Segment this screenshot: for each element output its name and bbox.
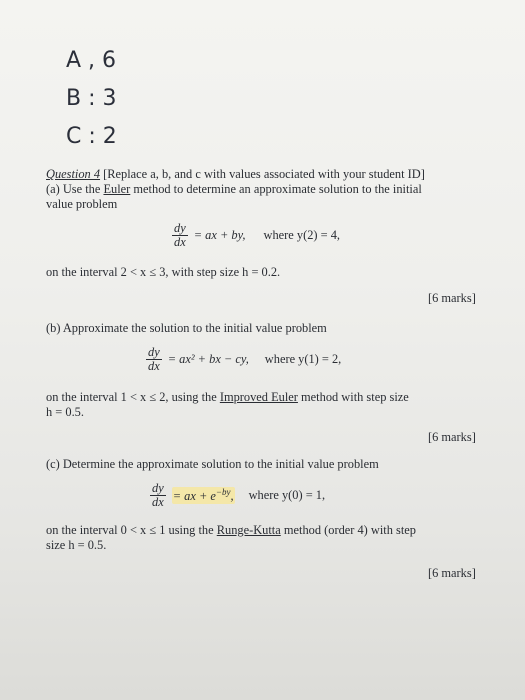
part-c-line2: [46, 523, 416, 538]
part-c-eq-rhs-e: e: [210, 489, 216, 504]
part-c-eq-rhs-a: = ax +: [172, 489, 211, 504]
handwritten-c-value: C : 2: [66, 124, 117, 149]
part-a-condition: where y(2) = 4,: [263, 228, 341, 242]
part-a-equation: [172, 222, 340, 249]
part-b-condition: where y(1) = 2,: [264, 352, 342, 366]
handwritten-b-value: B : 3: [66, 86, 117, 111]
part-a-suffix: method to determine an approximate solution to the initial: [133, 182, 422, 196]
part-a-method: Euler: [103, 182, 131, 196]
part-c-eq-rhs: [172, 487, 235, 504]
part-b-interval-prefix: on the interval 1 < x ≤ 2, using the: [46, 390, 217, 404]
part-c-eq-rhs-comma: ,: [230, 489, 234, 504]
part-a-eq-den: dx: [174, 235, 186, 249]
part-a-eq-rhs: = ax + by,: [193, 228, 246, 242]
part-c-eq-den: dx: [152, 495, 164, 509]
part-c-method: Runge-Kutta: [216, 523, 281, 537]
part-a-marks: [6 marks]: [428, 291, 476, 305]
part-b-eq-rhs: = ax² + bx − cy,: [167, 352, 249, 366]
part-c-derivative: [150, 482, 166, 509]
part-a-interval: on the interval 2 < x ≤ 3, with step size h = 0.2.: [46, 265, 281, 279]
part-b-eq-num: dy: [148, 345, 160, 359]
part-a-eq-num: dy: [174, 221, 186, 235]
part-b-derivative: [146, 346, 162, 373]
question-instruction: [Replace a, b, and c with values associated with your student ID]: [103, 167, 425, 181]
part-a-prefix: (a) Use the: [46, 182, 101, 196]
part-b-method: Improved Euler: [219, 390, 298, 404]
part-b-line3: h = 0.5.: [46, 405, 84, 419]
part-a-line1: [46, 182, 422, 197]
part-b-equation: [146, 346, 341, 373]
part-c-equation: [150, 482, 325, 509]
part-c-eq-rhs-exponent: −by: [215, 486, 231, 497]
part-b-line1: (b) Approximate the solution to the initial value problem: [46, 321, 327, 335]
part-c-line3: size h = 0.5.: [46, 538, 107, 552]
part-b-line2: [46, 390, 409, 405]
part-a-line2: value problem: [46, 197, 118, 211]
part-c-marks: [6 marks]: [428, 566, 476, 580]
part-c-condition: where y(0) = 1,: [248, 488, 326, 502]
part-b-interval-suffix: method with step size: [301, 390, 409, 404]
part-c-interval-prefix: on the interval 0 < x ≤ 1 using the: [46, 523, 214, 537]
part-c-line1: (c) Determine the approximate solution to the initial value problem: [46, 457, 379, 471]
part-b-eq-den: dx: [148, 359, 160, 373]
part-c-eq-num: dy: [152, 481, 164, 495]
part-a-derivative: [172, 222, 188, 249]
question-heading-line: [46, 167, 425, 182]
question-label: Question 4: [46, 167, 101, 181]
handwritten-a-value: A , 6: [66, 48, 117, 73]
part-b-marks: [6 marks]: [428, 430, 476, 444]
part-c-interval-suffix: method (order 4) with step: [283, 523, 416, 537]
